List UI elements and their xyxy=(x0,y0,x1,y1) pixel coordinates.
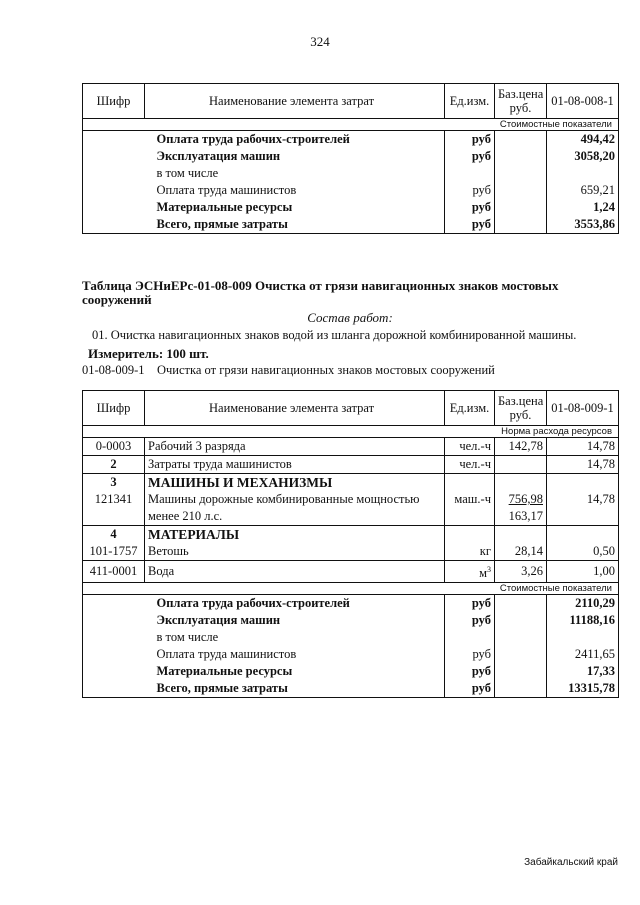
cost-name: Материальные ресурсы xyxy=(145,199,445,216)
header-code: 01-08-009-1 xyxy=(547,391,619,426)
resource-cipher: 2 xyxy=(83,456,145,474)
cost-value: 659,21 xyxy=(547,182,619,199)
header-name: Наименование элемента затрат xyxy=(145,391,445,426)
cost-cipher xyxy=(83,595,145,613)
cost-value: 3058,20 xyxy=(547,148,619,165)
cost-value: 2411,65 xyxy=(547,646,619,663)
cost-price xyxy=(495,595,547,613)
header-unit: Ед.изм. xyxy=(445,84,495,119)
resource-row-cont xyxy=(83,508,619,526)
resource-unit xyxy=(445,561,495,583)
cost-unit: руб xyxy=(445,663,495,680)
cost-name: в том числе xyxy=(145,165,445,182)
section-row xyxy=(83,474,619,492)
resource-unit: чел.-ч xyxy=(445,456,495,474)
cost-value: 1,24 xyxy=(547,199,619,216)
table2-rows xyxy=(83,595,619,698)
table-title: Таблица ЭСНиЕРс-01-08-009 Очистка от грязи навигационных знаков мостовых xyxy=(82,278,559,293)
resource-price: 142,78 xyxy=(495,438,547,456)
section-note-row xyxy=(83,583,619,595)
cost-unit: руб xyxy=(445,680,495,698)
cost-cipher xyxy=(83,131,145,149)
cost-value: 2110,29 xyxy=(547,595,619,613)
cost-row xyxy=(83,595,619,613)
resource-name: Затраты труда машинистов xyxy=(145,456,445,474)
resource-name-cont: менее 210 л.с. xyxy=(145,508,445,526)
cost-row xyxy=(83,148,619,165)
cost-unit: руб xyxy=(445,182,495,199)
resource-note-row xyxy=(83,426,619,438)
section-name: МАШИНЫ И МЕХАНИЗМЫ xyxy=(145,474,445,492)
cost-unit: руб xyxy=(445,216,495,234)
cost-unit xyxy=(445,629,495,646)
cost-table-01-08-009-1 xyxy=(82,390,619,698)
header-cipher: Шифр xyxy=(83,391,145,426)
resource-unit: чел.-ч xyxy=(445,438,495,456)
table-header xyxy=(83,391,619,426)
section-note: Стоимостные показатели xyxy=(83,583,619,595)
resource-value: 1,00 xyxy=(547,561,619,583)
resource-cipher: 411-0001 xyxy=(83,561,145,583)
table-header xyxy=(83,84,619,119)
cost-price xyxy=(495,199,547,216)
cost-name: Всего, прямые затраты xyxy=(145,680,445,698)
cost-price xyxy=(495,663,547,680)
table-title-line2: сооружений xyxy=(82,292,152,307)
cost-cipher xyxy=(83,629,145,646)
cost-price xyxy=(495,148,547,165)
resource-value: 14,78 xyxy=(547,438,619,456)
cost-unit: руб xyxy=(445,131,495,149)
cost-unit xyxy=(445,165,495,182)
cost-unit: руб xyxy=(445,612,495,629)
subcode-line: 01-08-009-1 Очистка от грязи навигационных знаков мостовых сооружений xyxy=(82,363,495,377)
cost-name: Эксплуатация машин xyxy=(145,612,445,629)
resource-cipher: 0-0003 xyxy=(83,438,145,456)
cost-value: 494,42 xyxy=(547,131,619,149)
cost-cipher xyxy=(83,646,145,663)
resource-unit: маш.-ч xyxy=(445,491,495,508)
header-base-price: Баз.цена руб. xyxy=(495,391,547,426)
resource-row xyxy=(83,456,619,474)
cost-value: 11188,16 xyxy=(547,612,619,629)
resource-value: 14,78 xyxy=(547,456,619,474)
cost-value xyxy=(547,629,619,646)
cost-row xyxy=(83,182,619,199)
header-code: 01-08-008-1 xyxy=(547,84,619,119)
header-unit: Ед.изм. xyxy=(445,391,495,426)
cost-row xyxy=(83,131,619,149)
cost-unit: руб xyxy=(445,646,495,663)
resource-price: 3,26 xyxy=(495,561,547,583)
resource-name: Машины дорожные комбинированные мощностью xyxy=(145,491,445,508)
resource-name: Рабочий 3 разряда xyxy=(145,438,445,456)
unit-superscript: 3 xyxy=(487,565,491,574)
cost-price xyxy=(495,182,547,199)
resource-cipher: 121341 xyxy=(83,491,145,508)
cost-name: Оплата труда машинистов xyxy=(145,182,445,199)
resource-price: 28,14 xyxy=(495,543,547,561)
resource-row xyxy=(83,491,619,508)
section-note-row xyxy=(83,119,619,131)
cost-cipher xyxy=(83,216,145,234)
page-number: 324 xyxy=(310,34,330,49)
cost-row xyxy=(83,629,619,646)
resource-row xyxy=(83,561,619,583)
cost-name: Материальные ресурсы xyxy=(145,663,445,680)
cost-unit: руб xyxy=(445,595,495,613)
cost-cipher xyxy=(83,165,145,182)
cost-cipher xyxy=(83,612,145,629)
resource-row xyxy=(83,438,619,456)
resource-row xyxy=(83,543,619,561)
cost-value: 3553,86 xyxy=(547,216,619,234)
cost-row xyxy=(83,216,619,234)
header-base-price: Баз.цена руб. xyxy=(495,84,547,119)
resource-value: 14,78 xyxy=(547,491,619,508)
cost-value xyxy=(547,165,619,182)
cost-row xyxy=(83,680,619,698)
resource-price: 756,98 xyxy=(495,491,547,508)
footer-region: Забайкальский край xyxy=(524,857,618,868)
section-note: Стоимостные показатели xyxy=(83,119,619,131)
cost-value: 13315,78 xyxy=(547,680,619,698)
cost-price xyxy=(495,680,547,698)
work-item: 01. Очистка навигационных знаков водой из шланга дорожной комбинированной машины. xyxy=(92,328,577,342)
resource-value: 0,50 xyxy=(547,543,619,561)
cost-name: Оплата труда рабочих-строителей xyxy=(145,131,445,149)
measure: Измеритель: 100 шт. xyxy=(88,346,209,361)
resource-cipher: 101-1757 xyxy=(83,543,145,561)
cost-row xyxy=(83,165,619,182)
unit-base: м xyxy=(479,566,487,581)
resource-name: Ветошь xyxy=(145,543,445,561)
cost-name: в том числе xyxy=(145,629,445,646)
cost-unit: руб xyxy=(445,199,495,216)
cost-price xyxy=(495,165,547,182)
work-composition-title: Состав работ: xyxy=(307,310,393,325)
section-cipher: 4 xyxy=(83,526,145,544)
cost-cipher xyxy=(83,199,145,216)
cost-row xyxy=(83,663,619,680)
section-row xyxy=(83,526,619,544)
cost-name: Оплата труда рабочих-строителей xyxy=(145,595,445,613)
cost-price xyxy=(495,646,547,663)
section-cipher: 3 xyxy=(83,474,145,492)
cost-row xyxy=(83,612,619,629)
cost-unit: руб xyxy=(445,148,495,165)
cost-name: Всего, прямые затраты xyxy=(145,216,445,234)
header-cipher: Шифр xyxy=(83,84,145,119)
cost-name: Эксплуатация машин xyxy=(145,148,445,165)
cost-name: Оплата труда машинистов xyxy=(145,646,445,663)
cost-row xyxy=(83,199,619,216)
resource-name: Вода xyxy=(145,561,445,583)
cost-price xyxy=(495,216,547,234)
section-name: МАТЕРИАЛЫ xyxy=(145,526,445,544)
resource-unit: кг xyxy=(445,543,495,561)
cost-price xyxy=(495,131,547,149)
table1-rows xyxy=(83,131,619,234)
header-name: Наименование элемента затрат xyxy=(145,84,445,119)
cost-table-01-08-008-1 xyxy=(82,83,619,234)
cost-cipher xyxy=(83,148,145,165)
cost-cipher xyxy=(83,182,145,199)
cost-row xyxy=(83,646,619,663)
cost-price xyxy=(495,629,547,646)
resource-price-secondary: 163,17 xyxy=(495,508,547,526)
cost-value: 17,33 xyxy=(547,663,619,680)
cost-cipher xyxy=(83,680,145,698)
cost-price xyxy=(495,612,547,629)
resource-note: Норма расхода ресурсов xyxy=(83,426,619,438)
cost-cipher xyxy=(83,663,145,680)
